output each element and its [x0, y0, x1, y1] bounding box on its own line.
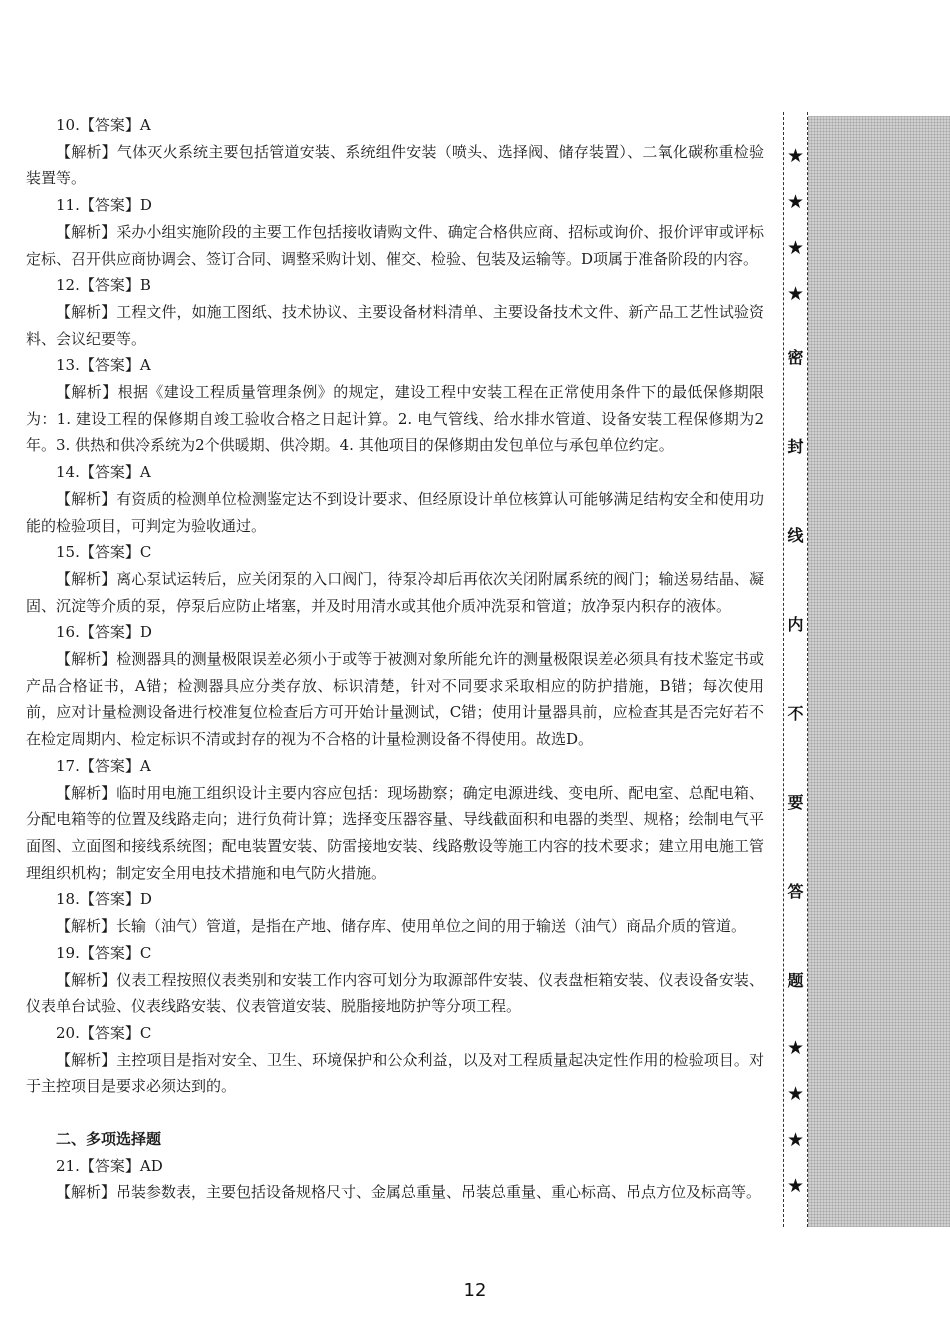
- explanation-17: 【解析】临时用电施工组织设计主要内容应包括：现场勘察；确定电源进线、变电所、配电室、总配电箱、分配电箱等的位置及线路走向；进行负荷计算；选择变压器容量、导线截面积和电器的类型、规格；绘制电气平面图、立面图和接线系统图；配电装置安装、防雷接地安装、线路敷设等施工内容的技术要求；建立用电施工管理组织机构；制定安全用电技术措施和电气防火措施。: [26, 783, 764, 882]
- star-icon: ★: [784, 284, 807, 304]
- answer-12: 12.【答案】B: [56, 276, 151, 295]
- explanation-12: 【解析】工程文件，如施工图纸、技术协议、主要设备材料清单、主要设备技术文件、新产品工艺性试验资料、会议纪要等。: [26, 302, 764, 348]
- answer-content: [26, 112, 764, 1206]
- explanation-11: 【解析】采办小组实施阶段的主要工作包括接收请购文件、确定合格供应商、招标或询价、报价评审或评标定标、召开供应商协调会、签订合同、调整采购计划、催交、检验、包装及运输等。D项属于准备阶段的内容。: [26, 222, 764, 268]
- answer-17: 17.【答案】A: [56, 756, 151, 775]
- explanation-15: 【解析】离心泵试运转后，应关闭泵的入口阀门，待泵冷却后再依次关闭附属系统的阀门；输送易结晶、凝固、沉淀等介质的泵，停泵后应防止堵塞，并及时用清水或其他介质冲洗泵和管道；放净泵内积存的液体。: [26, 569, 764, 615]
- seal-char: 答: [784, 882, 807, 902]
- explanation-19: 【解析】仪表工程按照仪表类别和安装工作内容可划分为取源部件安装、仪表盘柜箱安装、仪表设备安装、仪表单台试验、仪表线路安装、仪表管道安装、脱脂接地防护等分项工程。: [26, 970, 764, 1016]
- answer-11: 11.【答案】D: [56, 196, 152, 215]
- page-number: 12: [463, 1280, 487, 1301]
- section-title: 二、多项选择题: [56, 1130, 162, 1149]
- binding-margin-band: [808, 116, 950, 1227]
- explanation-14: 【解析】有资质的检测单位检测鉴定达不到设计要求、但经原设计单位核算认可能够满足结构安全和使用功能的检验项目，可判定为验收通过。: [26, 489, 764, 535]
- star-icon: ★: [784, 146, 807, 166]
- seal-char: 线: [784, 526, 807, 546]
- seal-char: 不: [784, 704, 807, 724]
- explanation-16: 【解析】检测器具的测量极限误差必须小于或等于被测对象所能允许的测量极限误差必须具有技术鉴定书或产品合格证书，A错；检测器具应分类存放、标识清楚，针对不同要求采取相应的防护措施，B错；每次使用前，应对计量检测设备进行校准复位检查后方可开始计量测试，C错；使用计量器具前，应检查其是否完好若不在检定周期内、检定标识不清或封存的视为不合格的计量检测设备不得使用。故选D。: [26, 650, 764, 749]
- explanation-10: 【解析】气体灭火系统主要包括管道安装、系统组件安装（喷头、选择阀、储存装置）、二氧化碳称重检验装置等。: [26, 142, 764, 188]
- star-icon: ★: [784, 1130, 807, 1150]
- seal-char: 内: [784, 615, 807, 635]
- seal-char: 密: [784, 348, 807, 368]
- answer-18: 18.【答案】D: [56, 890, 152, 909]
- answer-15: 15.【答案】C: [56, 543, 152, 562]
- seal-char: 封: [784, 437, 807, 457]
- answer-14: 14.【答案】A: [56, 463, 151, 482]
- explanation-18: 【解析】长输（油气）管道，是指在产地、储存库、使用单位之间的用于输送（油气）商品介质的管道。: [56, 917, 747, 936]
- explanation-13: 【解析】根据《建设工程质量管理条例》的规定，建设工程中安装工程在正常使用条件下的最低保修期限为：1. 建设工程的保修期自竣工验收合格之日起计算。2. 电气管线、给水排水管道、设备安装工程保修期为2年。3. 供热和供冷系统为2个供暖期、供冷期。4. 其他项目的保修期由发包单位与承包单位约定。: [26, 383, 764, 455]
- answer-16: 16.【答案】D: [56, 623, 152, 642]
- explanation-20: 【解析】主控项目是指对安全、卫生、环境保护和公众利益，以及对工程质量起决定性作用的检验项目。对于主控项目是要求必须达到的。: [26, 1050, 764, 1096]
- star-icon: ★: [784, 1084, 807, 1104]
- seal-column: [784, 112, 807, 1227]
- star-icon: ★: [784, 238, 807, 258]
- answer-19: 19.【答案】C: [56, 943, 152, 962]
- seal-char: 题: [784, 971, 807, 991]
- answer-20: 20.【答案】C: [56, 1023, 152, 1042]
- answer-21: 21.【答案】AD: [56, 1156, 163, 1175]
- answer-13: 13.【答案】A: [56, 356, 151, 375]
- star-icon: ★: [784, 1176, 807, 1196]
- seal-char: 要: [784, 793, 807, 813]
- star-icon: ★: [784, 192, 807, 212]
- answer-10: 10.【答案】A: [56, 116, 151, 134]
- explanation-21: 【解析】吊装参数表，主要包括设备规格尺寸、金属总重量、吊装总重量、重心标高、吊点方位及标高等。: [56, 1183, 762, 1202]
- star-icon: ★: [784, 1038, 807, 1058]
